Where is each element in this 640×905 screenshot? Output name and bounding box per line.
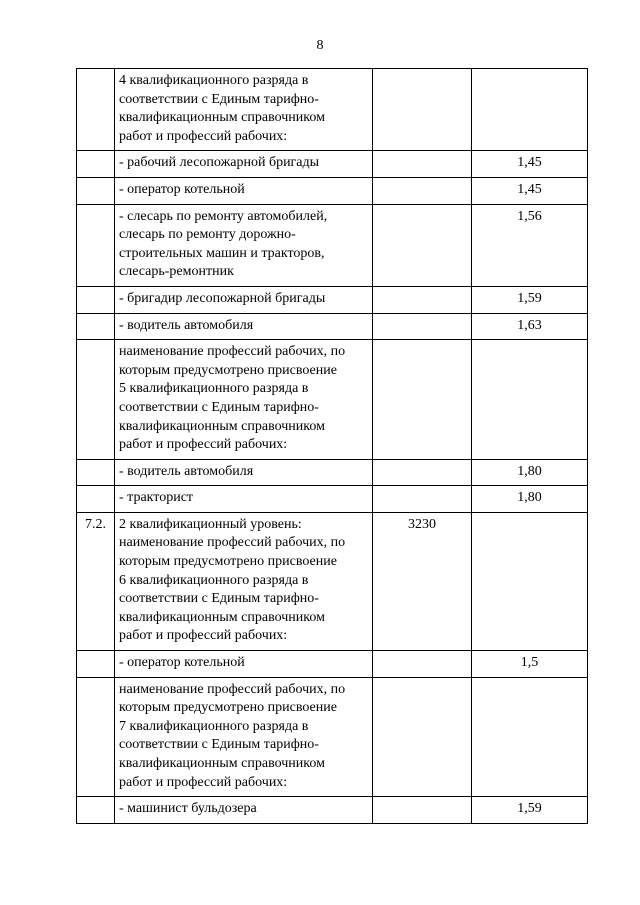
page-number: 8 [316,38,324,53]
base-salary [373,69,472,151]
raising-coefficient: 1,5 [472,651,588,678]
table-row [77,512,588,650]
base-salary: 3230 [373,512,472,650]
row-number [77,486,115,513]
base-salary [373,486,472,513]
profession-description: 2 квалификационный уровень: наименование профессий рабочих, по которым предусмотрено присвоение 6 квалификационного разряда в соответствии с Единым тарифно- квалификационным справочником работ и профессий рабочих: [115,512,373,650]
row-number [77,69,115,151]
profession-description: 4 квалификационного разряда в соответствии с Единым тарифно- квалификационным справочником работ и профессий рабочих: [115,69,373,151]
base-salary [373,651,472,678]
raising-coefficient: 1,63 [472,313,588,340]
table-row [77,340,588,460]
base-salary [373,286,472,313]
base-salary [373,797,472,824]
row-number [77,677,115,797]
base-salary [373,151,472,178]
raising-coefficient: 1,45 [472,177,588,204]
profession-description: - тракторист [115,486,373,513]
raising-coefficient [472,677,588,797]
raising-coefficient [472,69,588,151]
raising-coefficient: 1,45 [472,151,588,178]
row-number [77,797,115,824]
table-row [77,677,588,797]
table-row [77,177,588,204]
table-row [77,797,588,824]
table-row [77,486,588,513]
table-row [77,204,588,286]
row-number [77,459,115,486]
raising-coefficient [472,340,588,460]
row-number [77,151,115,178]
profession-description: - оператор котельной [115,177,373,204]
table-row [77,69,588,151]
row-number [77,313,115,340]
row-number: 7.2. [77,512,115,650]
base-salary [373,204,472,286]
row-number [77,177,115,204]
raising-coefficient: 1,80 [472,486,588,513]
base-salary [373,177,472,204]
base-salary [373,340,472,460]
raising-coefficient: 1,59 [472,797,588,824]
salary-table [76,68,588,824]
profession-description: - бригадир лесопожарной бригады [115,286,373,313]
table-row [77,313,588,340]
profession-description: - машинист бульдозера [115,797,373,824]
row-number [77,204,115,286]
profession-description: наименование профессий рабочих, по которым предусмотрено присвоение 7 квалификационного разряда в соответствии с Единым тарифно- квалификационным справочником работ и профессий рабочих: [115,677,373,797]
row-number [77,651,115,678]
table-row [77,651,588,678]
base-salary [373,313,472,340]
profession-description: - водитель автомобиля [115,459,373,486]
profession-description: - водитель автомобиля [115,313,373,340]
row-number [77,340,115,460]
profession-description: - рабочий лесопожарной бригады [115,151,373,178]
profession-description: - оператор котельной [115,651,373,678]
profession-description: - слесарь по ремонту автомобилей, слесарь по ремонту дорожно- строительных машин и тракторов, слесарь-ремонтник [115,204,373,286]
table-row [77,151,588,178]
table-row [77,286,588,313]
profession-description: наименование профессий рабочих, по которым предусмотрено присвоение 5 квалификационного разряда в соответствии с Единым тарифно- квалификационным справочником работ и профессий рабочих: [115,340,373,460]
base-salary [373,677,472,797]
row-number [77,286,115,313]
table-row [77,459,588,486]
raising-coefficient: 1,59 [472,286,588,313]
base-salary [373,459,472,486]
raising-coefficient [472,512,588,650]
raising-coefficient: 1,80 [472,459,588,486]
raising-coefficient: 1,56 [472,204,588,286]
